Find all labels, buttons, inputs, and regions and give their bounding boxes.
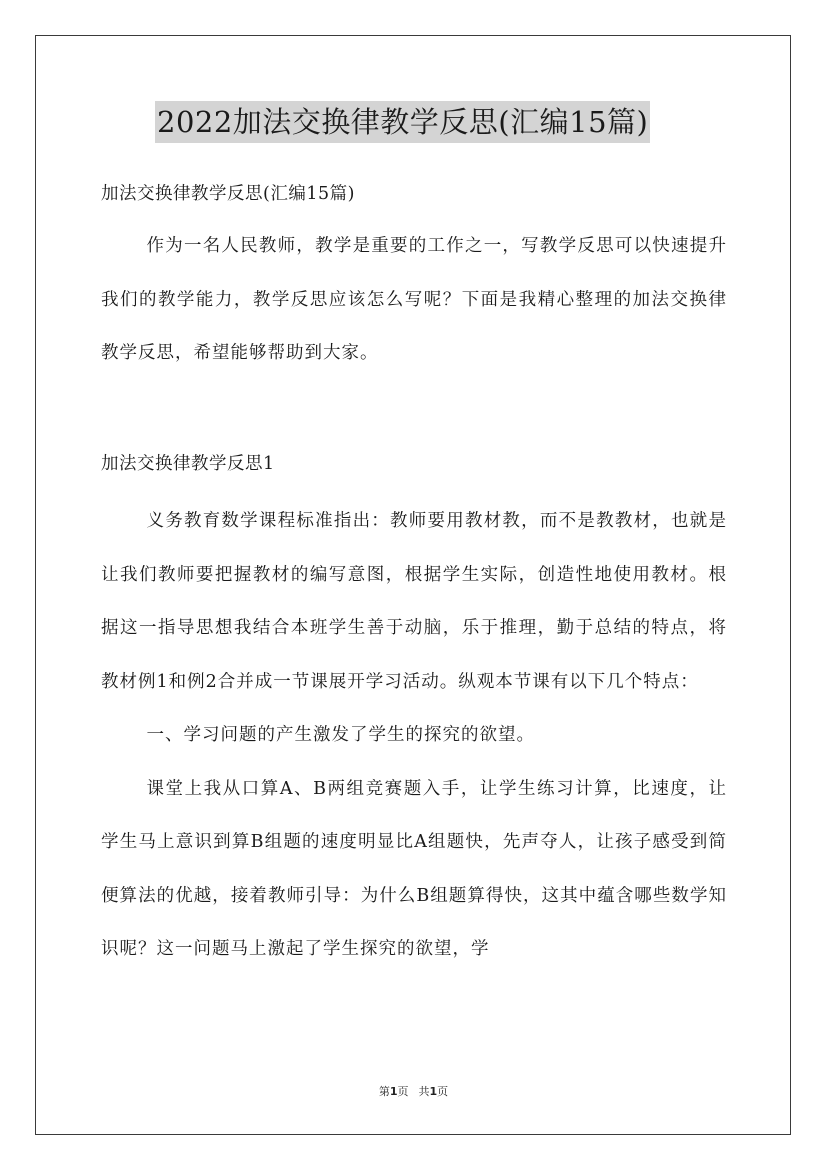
- total-prefix: 共: [418, 1085, 430, 1098]
- total-pages: 1: [429, 1085, 438, 1098]
- page-suffix: 页: [397, 1085, 409, 1098]
- document-title: 2022加法交换律教学反思(汇编15篇): [155, 101, 650, 143]
- body-paragraph: 课堂上我从口算A、B两组竞赛题入手，让学生练习计算，比速度，让学生马上意识到算B组题的速度明显比A组题快，先声夺人，让孩子感受到简便算法的优越，接着教师引导：为什么B组题算得快，这其中蕴含哪些数学知识呢？这一问题马上激起了学生探究的欲望，学: [101, 778, 727, 959]
- page-prefix: 第: [378, 1085, 390, 1098]
- section-heading: 加法交换律教学反思1: [101, 454, 275, 474]
- total-suffix: 页: [437, 1085, 449, 1098]
- page-footer: [0, 1083, 827, 1099]
- body-paragraph: 义务教育数学课程标准指出：教师要用教材教，而不是教教材，也就是让我们教师要把握教材的编写意图，根据学生实际，创造性地使用教材。根据这一指导思想我结合本班学生善于动脑，乐于推理，勤于总结的特点，将教材例1和例2合并成一节课展开学习活动。纵观本节课有以下几个特点：: [101, 511, 727, 692]
- intro-section: [101, 220, 727, 381]
- page-number: 1: [389, 1085, 398, 1098]
- section-body: [101, 495, 727, 977]
- intro-paragraph: 作为一名人民教师，教学是重要的工作之一，写教学反思可以快速提升我们的教学能力，教学反思应该怎么写呢？下面是我精心整理的加法交换律教学反思，希望能够帮助到大家。: [101, 236, 727, 363]
- list-item-heading: 一、学习问题的产生激发了学生的探究的欲望。: [146, 725, 535, 745]
- document-subtitle: 加法交换律教学反思(汇编15篇): [101, 184, 355, 204]
